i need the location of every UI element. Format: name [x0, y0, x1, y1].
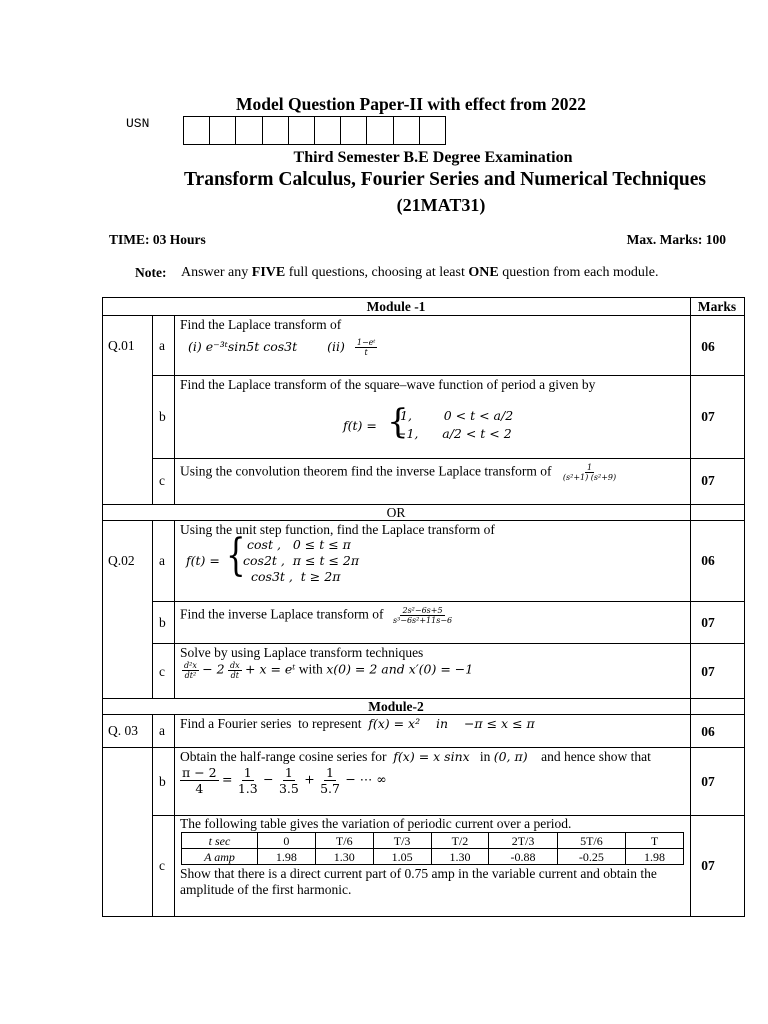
- usn-box[interactable]: [209, 116, 236, 145]
- question-text: Find the inverse Laplace transform of $\frac{\text{2s²−6s+5}}{\text{s³−6s²+11s−6}}$: [180, 606, 453, 625]
- marks-value: 07: [701, 615, 715, 630]
- math-expression: −1, a/2 < t < 2: [396, 426, 512, 441]
- math-expression: $\frac{\text{d²x}}{\text{dt²}}$ − 2 $\frac{dx}{dt}$ + x = eᵗ with x(0) = 2 and x′(0) = −1: [184, 661, 474, 680]
- table-cell: 1.30: [431, 849, 489, 865]
- math-expression: f(t) =: [186, 553, 220, 568]
- part-label: b: [159, 774, 166, 789]
- module-2-title: Module-2: [368, 699, 424, 714]
- math-expression: 1, 0 < t < a/2: [400, 408, 514, 423]
- math-fraction: $\frac{\text{2s²−6s+5}}{\text{s³−6s²+11s−6}}$: [392, 606, 453, 625]
- usn-boxes: [183, 116, 446, 145]
- module-1-title: Module -1: [366, 299, 426, 314]
- question-text: Find a Fourier series to represent f(x) = x² in −π ≤ x ≤ π: [180, 716, 535, 731]
- part-label: b: [159, 615, 166, 630]
- table-cell: 0: [258, 833, 316, 849]
- usn-box[interactable]: [419, 116, 446, 145]
- part-label: c: [159, 664, 165, 679]
- math-expression: cost , 0 ≤ t ≤ π: [247, 537, 351, 552]
- math-fraction: $\frac{\text{1−eᵗ}}{t}$: [356, 338, 376, 357]
- usn-box[interactable]: [340, 116, 367, 145]
- note-text: Answer any FIVE full questions, choosing at least ONE question from each module.: [181, 265, 659, 280]
- table-cell: 1.05: [373, 849, 431, 865]
- question-text: Using the convolution theorem find the inverse Laplace transform of $\frac{1}{\text{(s²+1) (s²+9)}}$: [180, 463, 617, 482]
- row-header: t sec: [182, 833, 258, 849]
- brace-symbol: {: [387, 402, 409, 442]
- part-label: a: [159, 553, 165, 568]
- math-expression: $\frac{\pi - 2}{4}$ = $\frac{1}{1.3}$ − $\frac{1}{3.5}$ + $\frac{1}{5.7}$ − ⋯ ∞: [182, 765, 387, 796]
- math-fraction: $\frac{1}{\text{(s²+1) (s²+9)}}$: [562, 463, 617, 482]
- question-text: Find the Laplace transform of: [180, 317, 342, 332]
- current-table: [181, 832, 684, 865]
- or-separator: OR: [386, 505, 406, 520]
- part-label: a: [159, 723, 165, 738]
- max-marks: Max. Marks: 100: [626, 232, 726, 247]
- subject-heading: Transform Calculus, Fourier Series and Numerical Techniques: [184, 169, 706, 190]
- part-label: c: [159, 858, 165, 873]
- table-cell: -0.25: [557, 849, 625, 865]
- question-number: Q.02: [108, 553, 135, 568]
- table-cell: T/6: [315, 833, 373, 849]
- marks-value: 06: [701, 724, 715, 739]
- question-text: Show that there is a direct current part of 0.75 amp in the variable current and obtain the amplitude of the first harmonic.: [180, 866, 657, 897]
- question-text: The following table gives the variation of periodic current over a period.: [180, 816, 572, 831]
- table-cell: 2T/3: [489, 833, 557, 849]
- table-row: [182, 849, 684, 865]
- math-fraction: $\frac{dx}{dt}$: [230, 661, 240, 680]
- part-label: a: [159, 338, 165, 353]
- question-text: Find the Laplace transform of the square–wave function of period a given by: [180, 377, 596, 392]
- usn-box[interactable]: [366, 116, 393, 145]
- part-label: b: [159, 409, 166, 424]
- marks-value: 07: [701, 473, 715, 488]
- semester-heading: Third Semester B.E Degree Examination: [293, 149, 573, 166]
- marks-value: 07: [701, 664, 715, 679]
- math-expression: f(t) =: [343, 418, 377, 433]
- note-label: Note:: [135, 265, 167, 280]
- math-fraction: $\frac{1}{1.3}$: [237, 765, 258, 796]
- math-expression: cos2t , π ≤ t ≤ 2π: [243, 553, 360, 568]
- table-cell: -0.88: [489, 849, 557, 865]
- row-header: A amp: [182, 849, 258, 865]
- math-expression: cos3t , t ≥ 2π: [251, 569, 341, 584]
- part-label: c: [159, 473, 165, 488]
- table-cell: T/2: [431, 833, 489, 849]
- usn-box[interactable]: [235, 116, 262, 145]
- usn-box[interactable]: [183, 116, 210, 145]
- usn-box[interactable]: [314, 116, 341, 145]
- table-cell: 1.98: [626, 849, 684, 865]
- course-code: (21MAT31): [396, 195, 486, 215]
- marks-value: 06: [701, 339, 715, 354]
- math-fraction: $\frac{1}{5.7}$: [320, 765, 340, 796]
- math-expression: (i) e⁻³ᵗsin5t cos3t (ii) $\frac{\text{1−eᵗ}}{t}$: [188, 338, 376, 357]
- question-text: Obtain the half-range cosine series for f(x) = x sinx in (0, π) and hence show that: [180, 749, 651, 764]
- math-fraction: $\frac{\text{d²x}}{\text{dt²}}$: [184, 661, 197, 680]
- table-row: [182, 833, 684, 849]
- marks-value: 07: [701, 409, 715, 424]
- marks-header: Marks: [697, 299, 737, 314]
- marks-value: 07: [701, 774, 715, 789]
- table-cell: T/3: [373, 833, 431, 849]
- table-cell: 1.98: [258, 849, 316, 865]
- table-cell: T: [626, 833, 684, 849]
- table-cell: 5T/6: [557, 833, 625, 849]
- math-fraction: $\frac{1}{3.5}$: [278, 765, 299, 796]
- brace-symbol: {: [226, 530, 246, 581]
- question-number: Q.01: [108, 338, 135, 353]
- marks-value: 07: [701, 858, 715, 873]
- marks-value: 06: [701, 553, 715, 568]
- question-number: Q. 03: [108, 723, 138, 738]
- question-text: Using the unit step function, find the Laplace transform of: [180, 522, 495, 537]
- question-text: Solve by using Laplace transform techniques: [180, 645, 424, 660]
- math-fraction: $\frac{\pi - 2}{4}$: [182, 765, 217, 796]
- usn-box[interactable]: [288, 116, 315, 145]
- usn-label: USN: [126, 116, 150, 131]
- usn-box[interactable]: [262, 116, 289, 145]
- paper-title: Model Question Paper-II with effect from 2022: [236, 94, 586, 114]
- exam-time: TIME: 03 Hours: [109, 232, 206, 247]
- usn-box[interactable]: [393, 116, 420, 145]
- table-cell: 1.30: [315, 849, 373, 865]
